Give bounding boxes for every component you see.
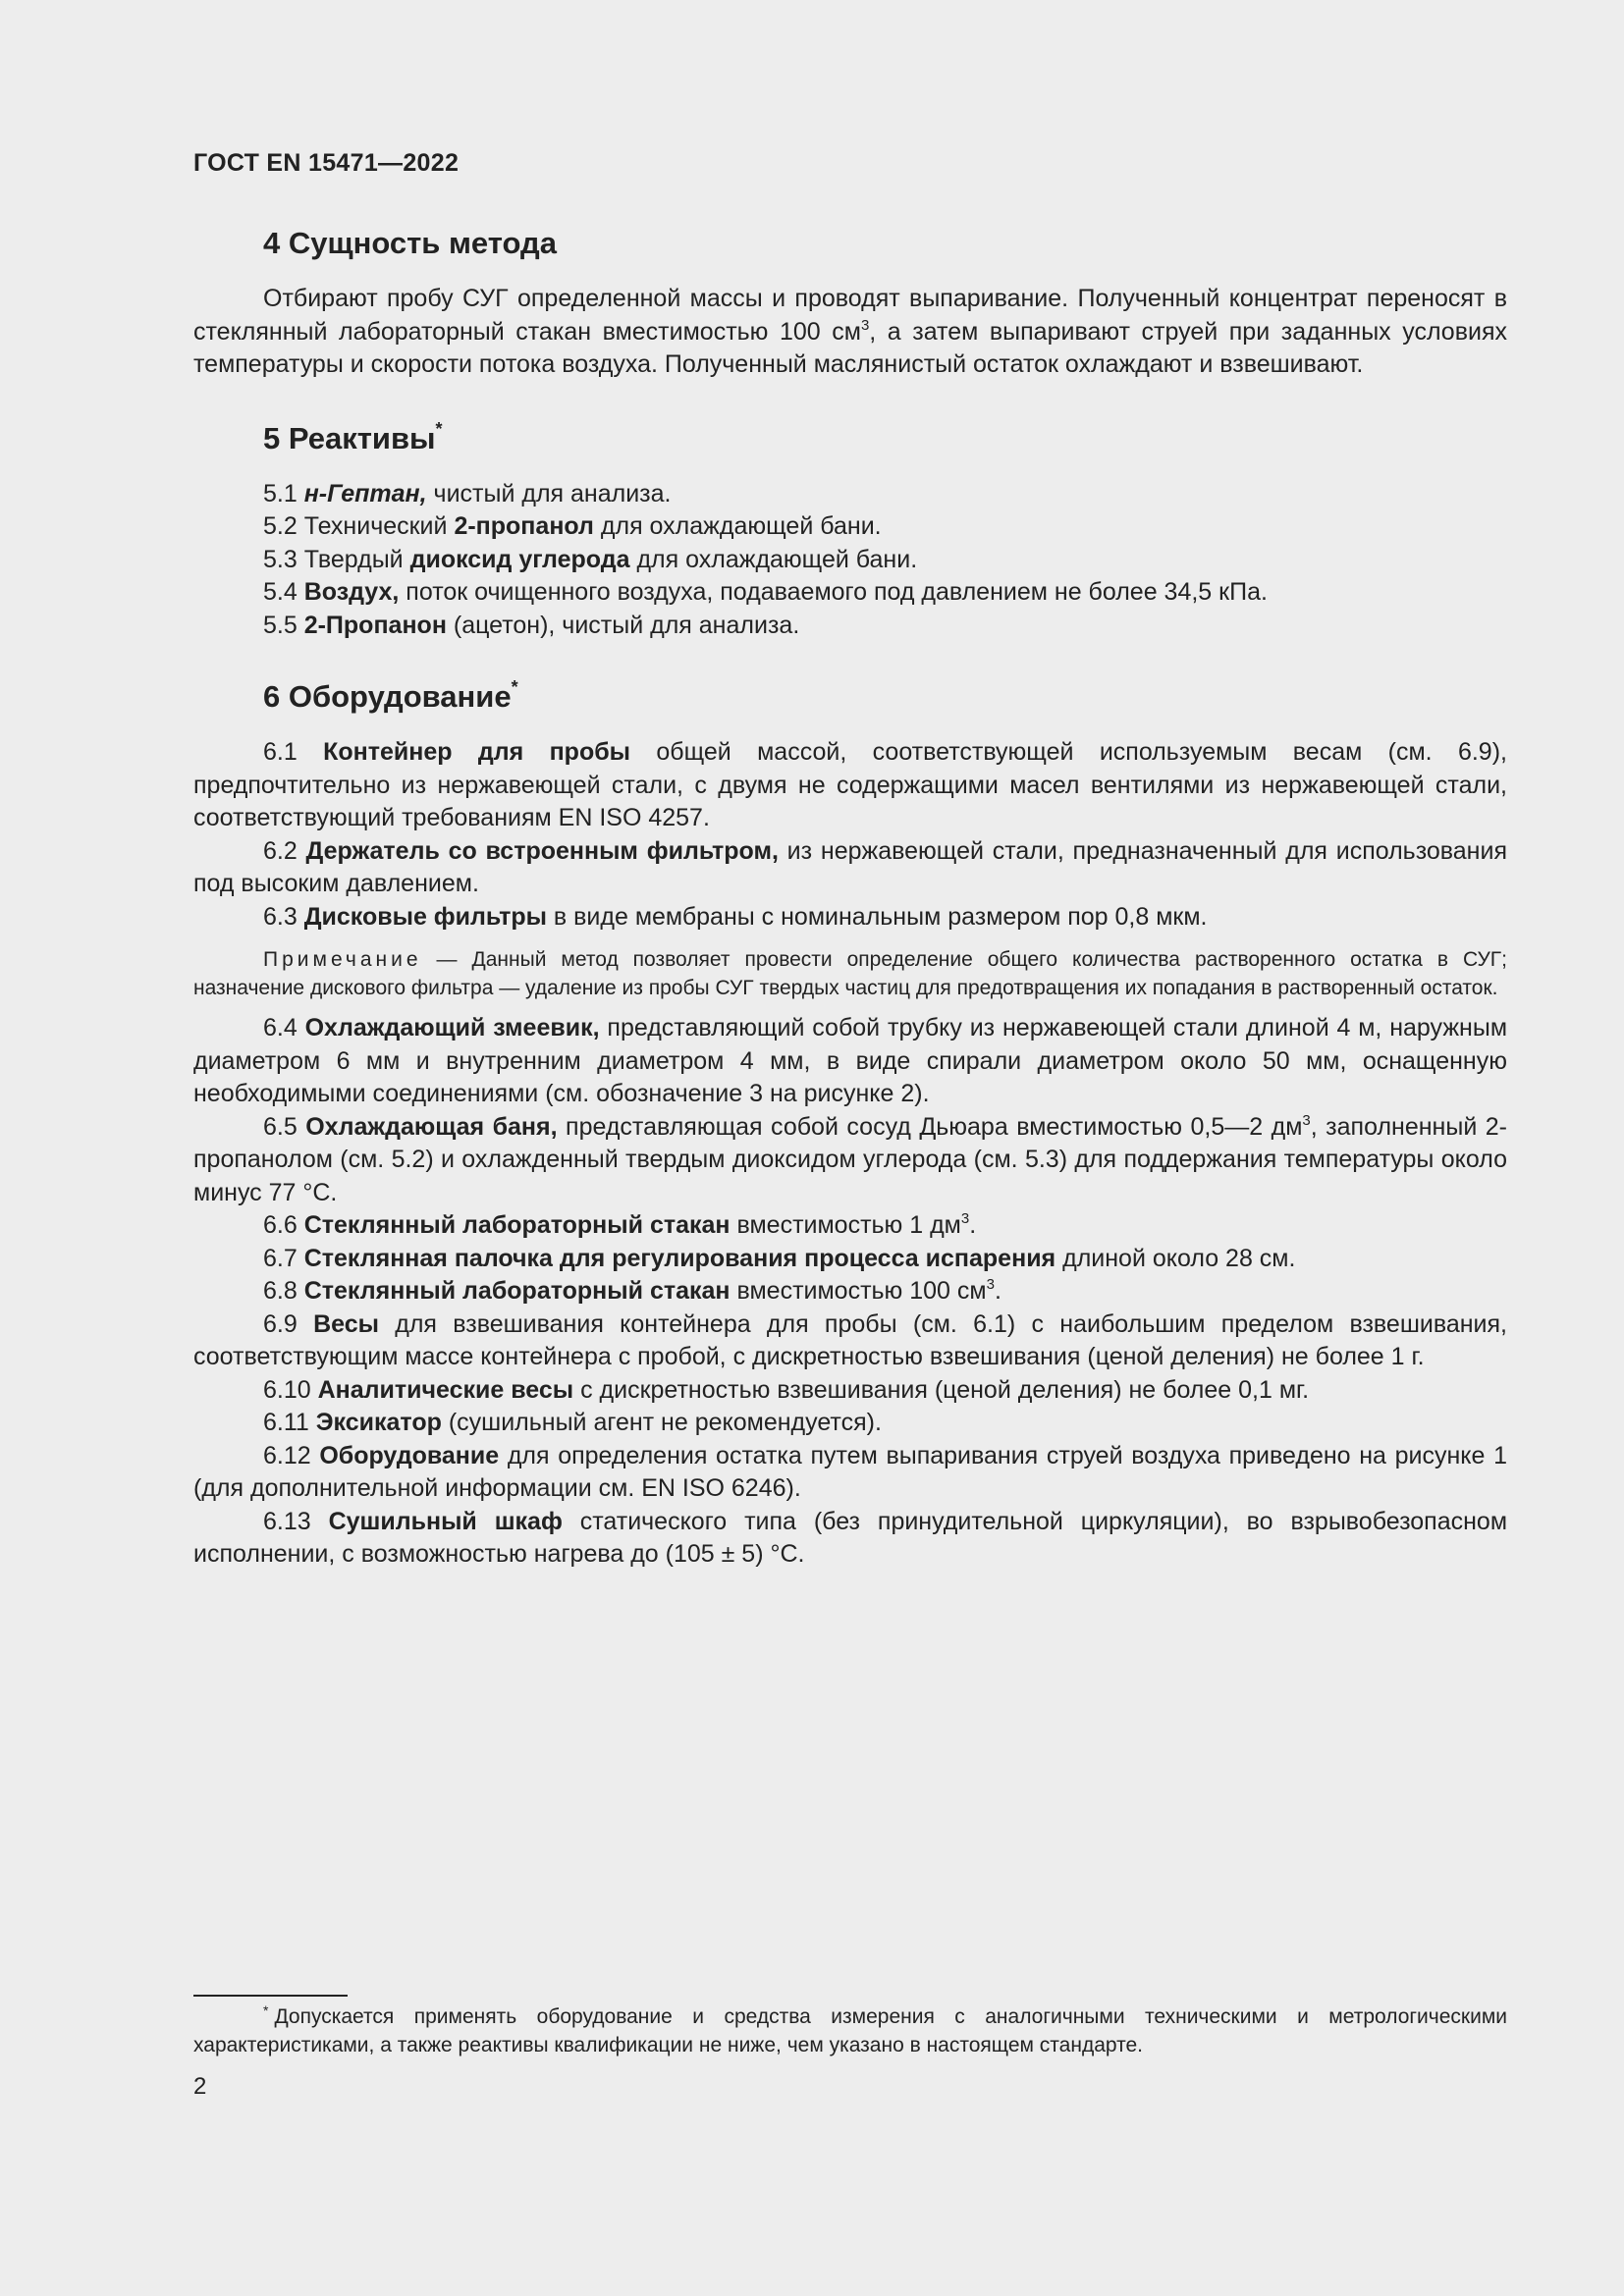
list-item	[193, 1308, 1507, 1374]
footnote-divider	[193, 1995, 348, 1997]
item-term: Стеклянный лабораторный стакан	[303, 1211, 731, 1239]
item-text: общей массой, соответствующей используемым весам (см. 6.9), предпочтительно из нержавеющей стали, с двумя не содержащими масел вентилями из нержавеющей стали, соответствующий требованиям EN ISO 4257.	[193, 738, 1507, 831]
list-item	[193, 1374, 1507, 1408]
item-number: 6.4	[263, 1014, 305, 1041]
item-number: 6.12	[263, 1441, 320, 1469]
item-number: 6.3	[263, 902, 304, 931]
section-4-text-1: Отбирают пробу СУГ определенной массы и проводят выпаривание. Полученный концентрат переносят в стеклянный лабораторный стакан вместимостью 100 см	[193, 285, 1507, 346]
item-number: 5.2 Технический	[263, 512, 455, 540]
item-number: 5.1	[263, 479, 304, 507]
item-term: Держатель со встроенным фильтром,	[305, 836, 779, 865]
footnote	[193, 2002, 1507, 2059]
item-text: с дискретностью взвешивания (ценой деления) не более 0,1 мг.	[573, 1375, 1310, 1404]
list-item	[193, 1243, 1507, 1276]
item-term: Сушильный шкаф	[328, 1507, 563, 1535]
item-term: Эксикатор	[315, 1409, 442, 1436]
footnote-mark: *	[263, 2002, 269, 2018]
item-term: Воздух,	[303, 578, 400, 606]
item-text: поток очищенного воздуха, подаваемого под давлением не более 34,5 кПа.	[399, 578, 1268, 606]
section-5-title	[263, 419, 1507, 458]
item-number: 6.11	[263, 1409, 316, 1436]
item-term: Охлаждающий змеевик,	[304, 1014, 600, 1041]
item-text: для охлаждающей бани.	[593, 512, 882, 540]
item-term: Охлаждающая баня,	[305, 1112, 558, 1141]
list-item	[193, 1407, 1507, 1440]
item-number: 6.10	[263, 1375, 318, 1404]
list-item	[193, 1111, 1507, 1210]
section-4-paragraph	[193, 283, 1507, 382]
list-item	[193, 576, 1507, 610]
item-number: 6.6	[263, 1211, 304, 1239]
item-term: Дисковые фильтры	[303, 902, 547, 931]
footnote-text: Допускается применять оборудование и средства измерения с аналогичными техническими и метрологическими характеристиками, а также реактивы квалификации не ниже, чем указано в настоящем стандарте.	[193, 2005, 1507, 2056]
page-body	[193, 224, 1507, 1572]
cube-superscript: 3	[860, 316, 870, 334]
item-number: 5.5	[263, 611, 304, 639]
cube-superscript: 3	[1302, 1111, 1311, 1129]
item-term: Стеклянный лабораторный стакан	[303, 1277, 731, 1305]
section-6-title	[263, 677, 1507, 717]
item-number: 5.4	[263, 578, 304, 606]
section-6-title-text: 6 Оборудование	[263, 679, 512, 714]
item-number: 6.1	[263, 738, 324, 766]
item-text: , заполненный 2-пропанолом (см. 5.2) и охлажденный твердым диоксидом углерода (см. 5.3) для поддержания температуры около минус 77 °С.	[193, 1112, 1507, 1206]
item-text: из нержавеющей стали, предназначенный для использования под высоким давлением.	[193, 836, 1507, 897]
item-text: представляющая собой сосуд Дьюара вместимостью 0,5—2 дм	[557, 1112, 1303, 1141]
footnote-mark: *	[435, 418, 443, 439]
item-term: 2-Пропанон	[303, 611, 447, 639]
item-text: для взвешивания контейнера для пробы (см. 6.1) с наибольшим пределом взвешивания, соответствующим массе контейнера с пробой, с дискретностью взвешивания (ценой деления) не более 1 г.	[193, 1309, 1508, 1370]
section-5-title-text: 5 Реактивы	[263, 420, 436, 455]
item-text: .	[994, 1277, 1001, 1305]
list-item	[193, 1440, 1507, 1506]
item-term: Весы	[313, 1309, 379, 1338]
item-text: .	[969, 1211, 977, 1239]
list-item	[193, 1275, 1507, 1308]
item-number: 6.8	[263, 1277, 304, 1305]
item-text: (ацетон), чистый для анализа.	[446, 611, 800, 639]
item-text: для определения остатка путем выпаривания струей воздуха приведено на рисунке 1 (для дополнительной информации см. EN ISO 6246).	[193, 1441, 1507, 1502]
list-item	[193, 478, 1507, 511]
item-term: 2-пропанол	[454, 512, 594, 540]
item-text: вместимостью 1 дм	[730, 1211, 961, 1239]
item-text: в виде мембраны с номинальным размером пор 0,8 мкм.	[546, 902, 1208, 931]
item-number: 6.2	[263, 836, 306, 865]
list-item	[193, 1506, 1507, 1572]
item-text: чистый для анализа.	[426, 479, 672, 507]
item-text: представляющий собой трубку из нержавеющей стали длиной 4 м, наружным диаметром 6 мм и внутренним диаметром 4 мм, в виде спирали диаметром около 50 мм, оснащенную необходимыми соединениями (см. обозначение 3 на рисунке 2).	[193, 1014, 1508, 1107]
item-term: Стеклянная палочка для регулирования процесса испарения	[303, 1244, 1056, 1272]
item-number: 6.7	[263, 1244, 304, 1272]
section-4-title: 4 Сущность метода	[263, 226, 557, 260]
item-number: 6.5	[263, 1112, 306, 1141]
list-item	[193, 1012, 1507, 1111]
page-number: 2	[193, 2073, 207, 2100]
cube-superscript: 3	[960, 1210, 970, 1227]
item-term: диоксид углерода	[409, 545, 630, 573]
item-term: н-Гептан,	[303, 479, 427, 507]
cube-superscript: 3	[986, 1276, 995, 1293]
note-text: — Данный метод позволяет провести определение общего количества растворенного остатка в СУГ; назначение дискового фильтра — удаление из пробы СУГ твердых частиц для предотвращения их попадания в растворенный остаток.	[193, 948, 1507, 999]
section-4-text-2: , а затем выпаривают струей при заданных условиях температуры и скорости потока воздуха. Полученный маслянистый остаток охлаждают и взвешивают.	[193, 317, 1507, 378]
item-text: длиной около 28 см.	[1056, 1244, 1296, 1272]
list-item	[193, 610, 1507, 643]
footnote-mark: *	[511, 677, 518, 697]
note	[193, 945, 1507, 1002]
list-item	[193, 1209, 1507, 1243]
list-item	[193, 736, 1507, 835]
list-item	[193, 901, 1507, 934]
item-number: 6.13	[263, 1507, 329, 1535]
list-item	[193, 510, 1507, 544]
item-text: статического типа (без принудительной циркуляции), во взрывобезопасном исполнении, с возможностью нагрева до (105 ± 5) °С.	[193, 1507, 1508, 1568]
note-label: Примечание	[263, 948, 422, 971]
page-header: ГОСТ EN 15471—2022	[193, 149, 460, 177]
item-text: (сушильный агент не рекомендуется).	[441, 1409, 882, 1436]
item-term: Контейнер для пробы	[323, 738, 631, 766]
item-text: вместимостью 100 см	[730, 1277, 987, 1305]
item-term: Аналитические весы	[317, 1375, 574, 1404]
item-number: 6.9	[263, 1309, 314, 1338]
item-term: Оборудование	[319, 1441, 500, 1469]
list-item	[193, 835, 1507, 901]
list-item	[193, 544, 1507, 577]
item-text: для охлаждающей бани.	[629, 545, 918, 573]
item-number: 5.3 Твердый	[263, 545, 410, 573]
